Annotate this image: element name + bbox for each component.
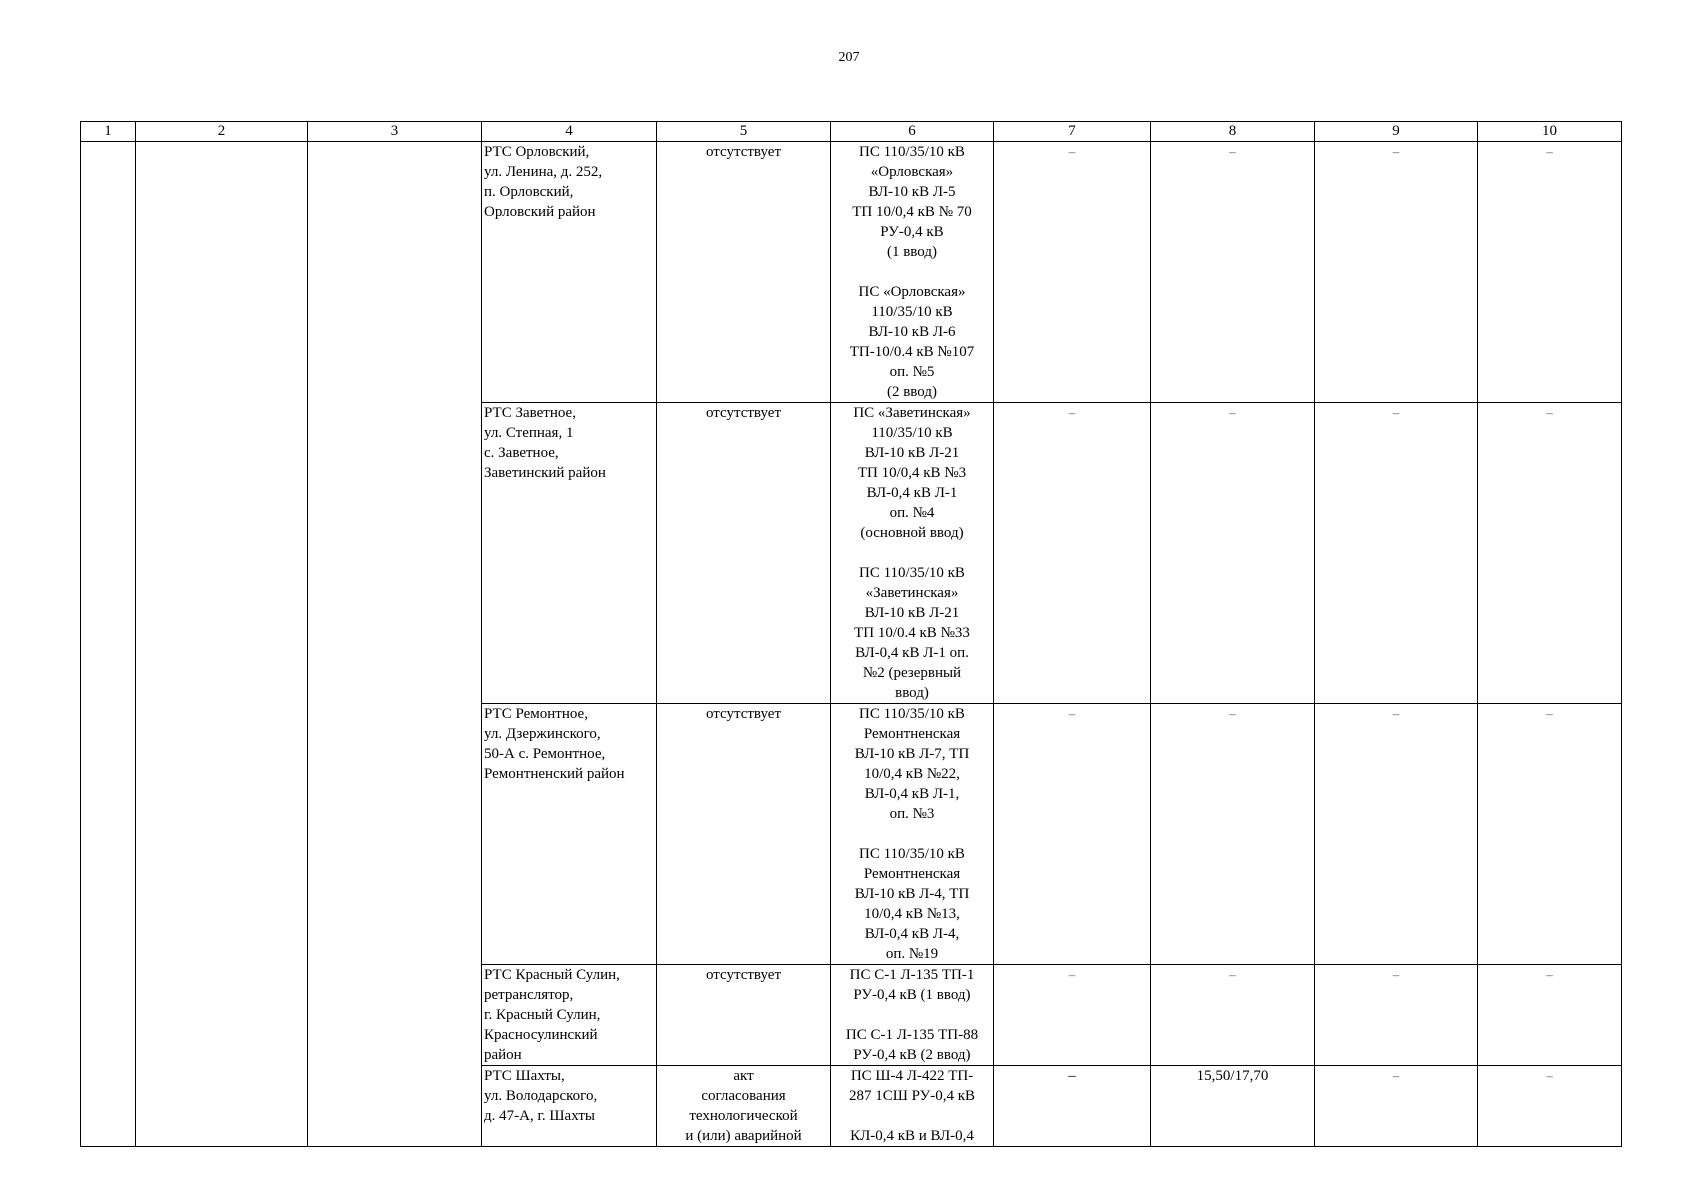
object-address-cell: РТС Орловский, ул. Ленина, д. 252, п. Орловский, Орловский район [482, 142, 657, 403]
merged-cell-col1 [81, 142, 136, 1147]
column-header: 9 [1315, 122, 1478, 142]
merged-cell-col2 [136, 142, 308, 1147]
col8-cell: 15,50/17,70 [1151, 1066, 1315, 1147]
power-supply-cell: ПС 110/35/10 кВ Ремонтненская ВЛ-10 кВ Л-7, ТП 10/0,4 кВ №22, ВЛ-0,4 кВ Л-1, оп. №3 ПС 110/35/10 кВ Ремонтненская ВЛ-10 кВ Л-4, ТП 10/0,4 кВ №13, ВЛ-0,4 кВ Л-4, оп. №19 [831, 704, 994, 965]
agreement-act-cell: акт согласования технологической и (или) аварийной [657, 1066, 831, 1147]
column-header: 3 [308, 122, 482, 142]
agreement-act-cell: отсутствует [657, 965, 831, 1066]
col10-cell: – [1478, 1066, 1622, 1147]
column-header: 7 [994, 122, 1151, 142]
col8-cell: – [1151, 403, 1315, 704]
column-header: 6 [831, 122, 994, 142]
col9-cell: – [1315, 403, 1478, 704]
col10-cell: – [1478, 403, 1622, 704]
object-address-cell: РТС Ремонтное, ул. Дзержинского, 50-А с. Ремонтное, Ремонтненский район [482, 704, 657, 965]
column-header: 10 [1478, 122, 1622, 142]
column-header: 1 [81, 122, 136, 142]
column-header: 2 [136, 122, 308, 142]
page-number: 207 [838, 50, 860, 65]
power-supply-cell: ПС «Заветинская» 110/35/10 кВ ВЛ-10 кВ Л-21 ТП 10/0,4 кВ №3 ВЛ-0,4 кВ Л-1 оп. №4 (основной ввод) ПС 110/35/10 кВ «Заветинская» ВЛ-10 кВ Л-21 ТП 10/0.4 кВ №33 ВЛ-0,4 кВ Л-1 оп. №2 (резервный ввод) [831, 403, 994, 704]
col9-cell: – [1315, 1066, 1478, 1147]
object-address-cell: РТС Красный Сулин, ретранслятор, г. Красный Сулин, Красносулинский район [482, 965, 657, 1066]
column-header: 8 [1151, 122, 1315, 142]
col7-cell: – [994, 1066, 1151, 1147]
table-header-row [81, 122, 1622, 142]
table-row [81, 142, 1622, 403]
col10-cell: – [1478, 965, 1622, 1066]
column-header: 4 [482, 122, 657, 142]
col8-cell: – [1151, 142, 1315, 403]
object-address-cell: РТС Шахты, ул. Володарского, д. 47-А, г. Шахты [482, 1066, 657, 1147]
agreement-act-cell: отсутствует [657, 142, 831, 403]
agreement-act-cell: отсутствует [657, 403, 831, 704]
object-address-cell: РТС Заветное, ул. Степная, 1 с. Заветное, Заветинский район [482, 403, 657, 704]
col7-cell: – [994, 403, 1151, 704]
col8-cell: – [1151, 704, 1315, 965]
power-supply-cell: ПС Ш-4 Л-422 ТП- 287 1СШ РУ-0,4 кВ КЛ-0,4 кВ и ВЛ-0,4 [831, 1066, 994, 1147]
col10-cell: – [1478, 142, 1622, 403]
col8-cell: – [1151, 965, 1315, 1066]
col7-cell: – [994, 704, 1151, 965]
col9-cell: – [1315, 704, 1478, 965]
merged-cell-col3 [308, 142, 482, 1147]
col7-cell: – [994, 965, 1151, 1066]
data-table [80, 121, 1622, 1147]
col9-cell: – [1315, 965, 1478, 1066]
agreement-act-cell: отсутствует [657, 704, 831, 965]
power-supply-cell: ПС С-1 Л-135 ТП-1 РУ-0,4 кВ (1 ввод) ПС С-1 Л-135 ТП-88 РУ-0,4 кВ (2 ввод) [831, 965, 994, 1066]
col9-cell: – [1315, 142, 1478, 403]
col7-cell: – [994, 142, 1151, 403]
col10-cell: – [1478, 704, 1622, 965]
column-header: 5 [657, 122, 831, 142]
power-supply-cell: ПС 110/35/10 кВ «Орловская» ВЛ-10 кВ Л-5 ТП 10/0,4 кВ № 70 РУ-0,4 кВ (1 ввод) ПС «Орловская» 110/35/10 кВ ВЛ-10 кВ Л-6 ТП-10/0.4 кВ №107 оп. №5 (2 ввод) [831, 142, 994, 403]
